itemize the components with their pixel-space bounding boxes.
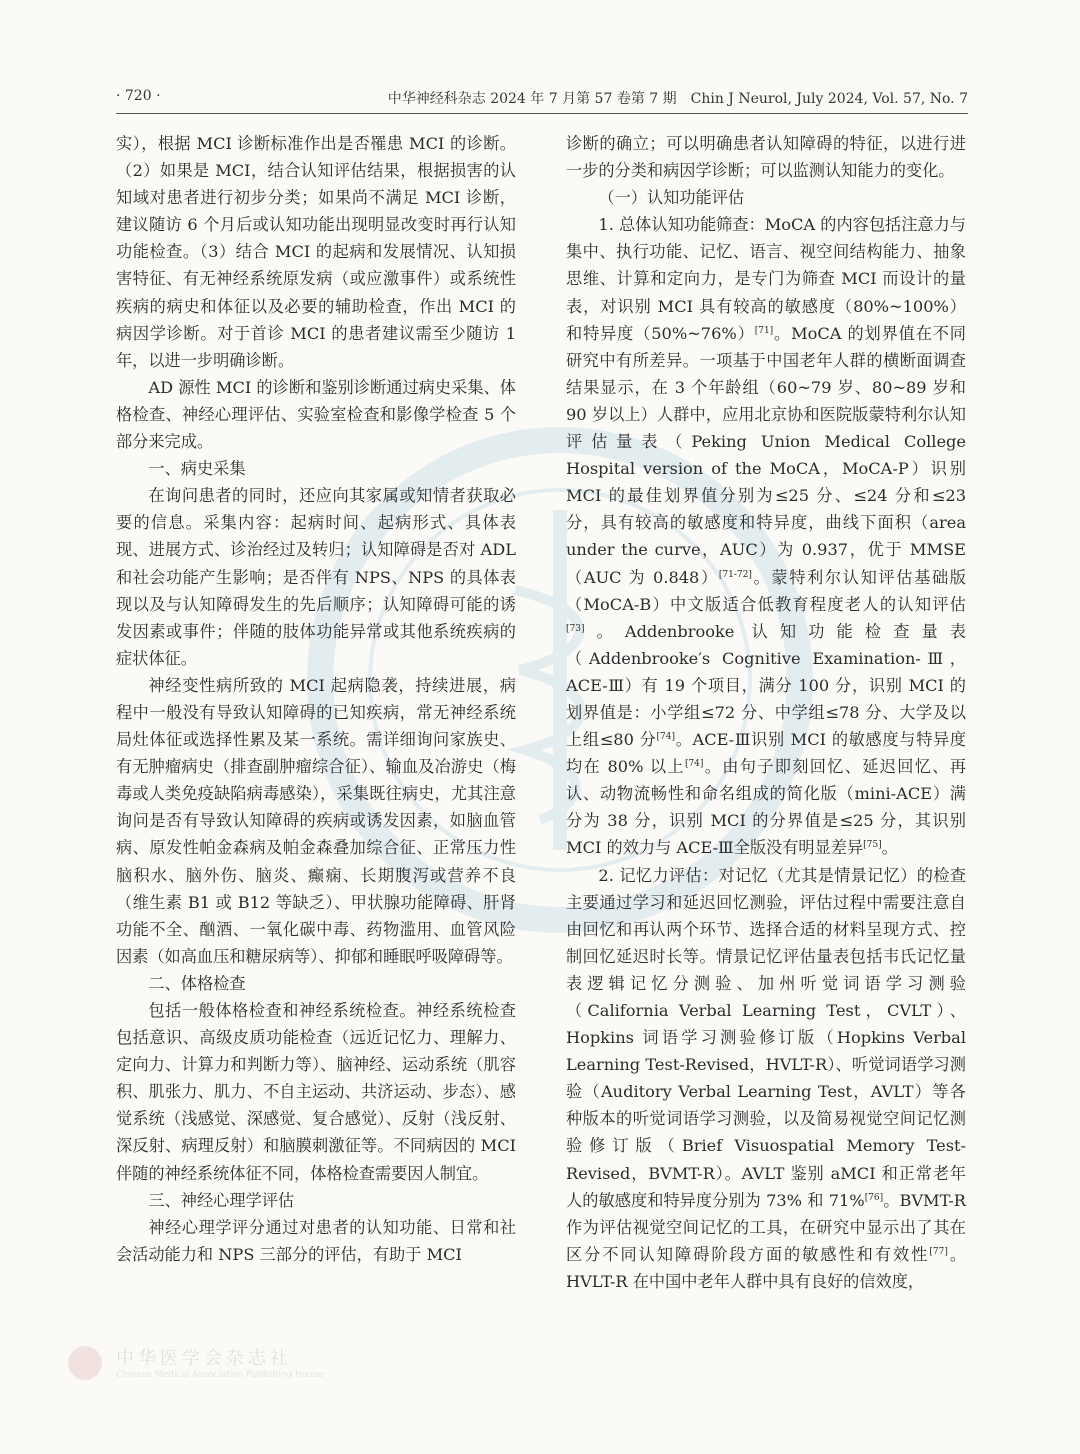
text-run: 。BVMT-R 作为评估视觉空间记忆的工具，在研究中显示出了其在区分不同认知障碍阶段方面的敏感性和有效性 (566, 1190, 966, 1264)
paragraph: 神经心理学评分通过对患者的认知功能、日常和社会活动能力和 NPS 三部分的评估，有助于 MCI (116, 1217, 516, 1264)
section-heading: 一、病史采集 (148, 459, 246, 479)
text-run: 2. 记忆力评估：对记忆（尤其是情景记忆）的检查主要通过学习和延迟回忆测验，评估过程中需要注意自由回忆和再认两个环节、选择合适的材料呈现方式、控制回忆延迟时长等。情景记忆评估量表包括韦氏记忆量表逻辑记忆分测验、加州听觉词语学习测验（California Verbal Learning Test，CVLT）、Hopkins 词语学习测验修订版（Hopkins Verbal Learning Test-Revised，HVLT-R）、听觉词语学习测验（Auditory Verbal Learning Test，AVLT）等各种版本的听觉词语学习测验，以及简易视觉空间记忆测验修订版（Brief Visuospatial Memory Test-Revised，BVMT-R）。AVLT 鉴别 aMCI 和正常老年人的敏感度和特异度分别为 73% 和 71% (566, 865, 966, 1210)
text-run: 。ACE-Ⅲ识别 MCI 的敏感度与特异度均在 80% 以上 (566, 730, 967, 777)
citation-ref[interactable]: [74] (684, 759, 704, 770)
text-run: 。MoCA 的划界值在不同研究中有所差异。一项基于中国老年人群的横断面调查结果显示，在 3 个年龄组（60~79 岁、80~89 岁和 90 岁以上）人群中，应用北京协和医院版蒙特利尔认知评估量表（Peking Union Medical College Hospital version of the MoCA，MoCA-P）识别 MCI 的最佳划界值分别为≤25 分、≤24 分和≤23 分，具有较高的敏感度和特异度，曲线下面积（area under the curve，AUC）为 0.937，优于 MMSE（AUC 为 0.848） (566, 323, 966, 587)
page-number: · 720 · (116, 88, 161, 104)
text-run: 。 (881, 838, 898, 858)
text-run: 。由句子即刻回忆、延迟回忆、再认、动物流畅性和命名组成的简化版（mini-ACE）满分为 38 分，识别 MCI 的分界值是≤25 分，其识别 MCI 的效力与 ACE-Ⅲ全版没有明显差异 (566, 757, 966, 858)
citation-ref[interactable]: [73] (566, 623, 585, 634)
paragraph: 包括一般体格检查和神经系统检查。神经系统检查包括意识、高级皮质功能检查（远近记忆力、理解力、定向力、计算力和判断力等）、脑神经、运动系统（肌容积、肌张力、肌力、不自主运动、共济运动、步态）、感觉系统（浅感觉、深感觉、复合感觉）、反射（浅反射、深反射、病理反射）和脑膜刺激征等。不同病因的 MCI 伴随的神经系统体征不同，体格检查需要因人制宜。 (116, 1001, 516, 1183)
text-run: 。蒙特利尔认知评估基础版（MoCA-B）中文版适合低教育程度老人的认知评估 (566, 567, 966, 614)
citation-ref[interactable]: [77] (929, 1246, 948, 1257)
right-column (566, 130, 966, 1295)
publisher-logo (68, 1340, 488, 1400)
paragraph: 诊断的确立；可以明确患者认知障碍的特征，以进行进一步的分类和病因学诊断；可以监测认知能力的变化。 (566, 134, 966, 181)
section-heading: （一）认知功能评估 (598, 188, 745, 208)
citation-ref[interactable]: [74] (656, 732, 676, 743)
text-run: 1. 总体认知功能筛查：MoCA 的内容包括注意力与集中、执行功能、记忆、语言、视空间结构能力、抽象思维、计算和定向力，是专门为筛查 MCI 而设计的量表，对识别 MCI 具有较高的敏感度（80%~100%）和特异度（50%~76%） (566, 215, 966, 343)
paragraph: AD 源性 MCI 的诊断和鉴别诊断通过病史采集、体格检查、神经心理评估、实验室检查和影像学检查 5 个部分来完成。 (116, 377, 516, 452)
left-column (116, 130, 516, 1268)
journal-citation: 中华神经科杂志 2024 年 7 月第 57 卷第 7 期 Chin J Neurol, July 2024, Vol. 57, No. 7 (387, 91, 968, 107)
text-run: 。HVLT-R 在中国中老年人群中具有良好的信效度， (566, 1244, 967, 1291)
text-run: 。Addenbrooke 认知功能检查量表（Addenbrooke′s Cognitive Examination-Ⅲ，ACE-Ⅲ）有 19 个项目，满分 100 分，识别 MCI 的划界值是：小学组≤72 分、中学组≤78 分、大学及以上组≤80 分 (566, 621, 966, 750)
paragraph: 在询问患者的同时，还应向其家属或知情者获取必要的信息。采集内容：起病时间、起病形式、具体表现、进展方式、诊治经过及转归；认知障碍是否对 ADL 和社会功能产生影响；是否伴有 NPS、NPS 的具体表现以及与认知障碍发生的先后顺序；认知障碍可能的诱发因素或事件；伴随的肢体功能异常或其他系统疾病的症状体征。 (116, 486, 516, 668)
citation-ref[interactable]: [75] (863, 840, 882, 851)
section-heading: 二、体格检查 (148, 973, 246, 993)
publisher-name: 中华医学会杂志社 (116, 1348, 292, 1369)
paragraph (566, 211, 966, 861)
citation-ref[interactable]: [71-72] (718, 569, 752, 580)
paragraph: 神经变性病所致的 MCI 起病隐袭，持续进展，病程中一般没有导致认知障碍的已知疾病，常无神经系统局灶体征或选择性累及某一系统。需详细询问家族史、有无肿瘤病史（排查副肿瘤综合征）、输血及冶游史（梅毒或人类免疫缺陷病毒感染），采集既往病史，尤其注意询问是否有导致认知障碍的疾病或诱发因素，如脑血管病、原发性帕金森病及帕金森叠加综合征、正常压力性脑积水、脑外伤、脑炎、癫痫、长期腹泻或营养不良（维生素 B1 或 B12 等缺乏）、甲状腺功能障碍、肝肾功能不全、酗酒、一氧化碳中毒、药物滥用、血管风险因素（如高血压和糖尿病等）、抑郁和睡眠呼吸障碍等。 (116, 675, 516, 966)
header-rule (116, 113, 968, 114)
citation-ref[interactable]: [76] (864, 1192, 884, 1203)
paragraph (566, 862, 966, 1296)
running-header (116, 88, 968, 112)
citation-ref[interactable]: [71] (754, 325, 774, 336)
paragraph: 实），根据 MCI 诊断标准作出是否罹患 MCI 的诊断。（2）如果是 MCI，结合认知评估结果，根据损害的认知域对患者进行初步分类；如果尚不满足 MCI 诊断，建议随访 6 个月后或认知功能出现明显改变时再行认知功能检查。（3）结合 MCI 的起病和发展情况、认知损害特征、有无神经系统原发病（或应激事件）或系统性疾病的病史和体征以及必要的辅助检查，作出 MCI 的病因学诊断。对于首诊 MCI 的患者建议需至少随访 1 年，以进一步明确诊断。 (116, 134, 516, 370)
section-heading: 三、神经心理学评估 (148, 1190, 295, 1210)
publisher-name-en: Chinese Medical Association Publishing House (116, 1370, 324, 1380)
publisher-seal-icon (68, 1346, 102, 1380)
